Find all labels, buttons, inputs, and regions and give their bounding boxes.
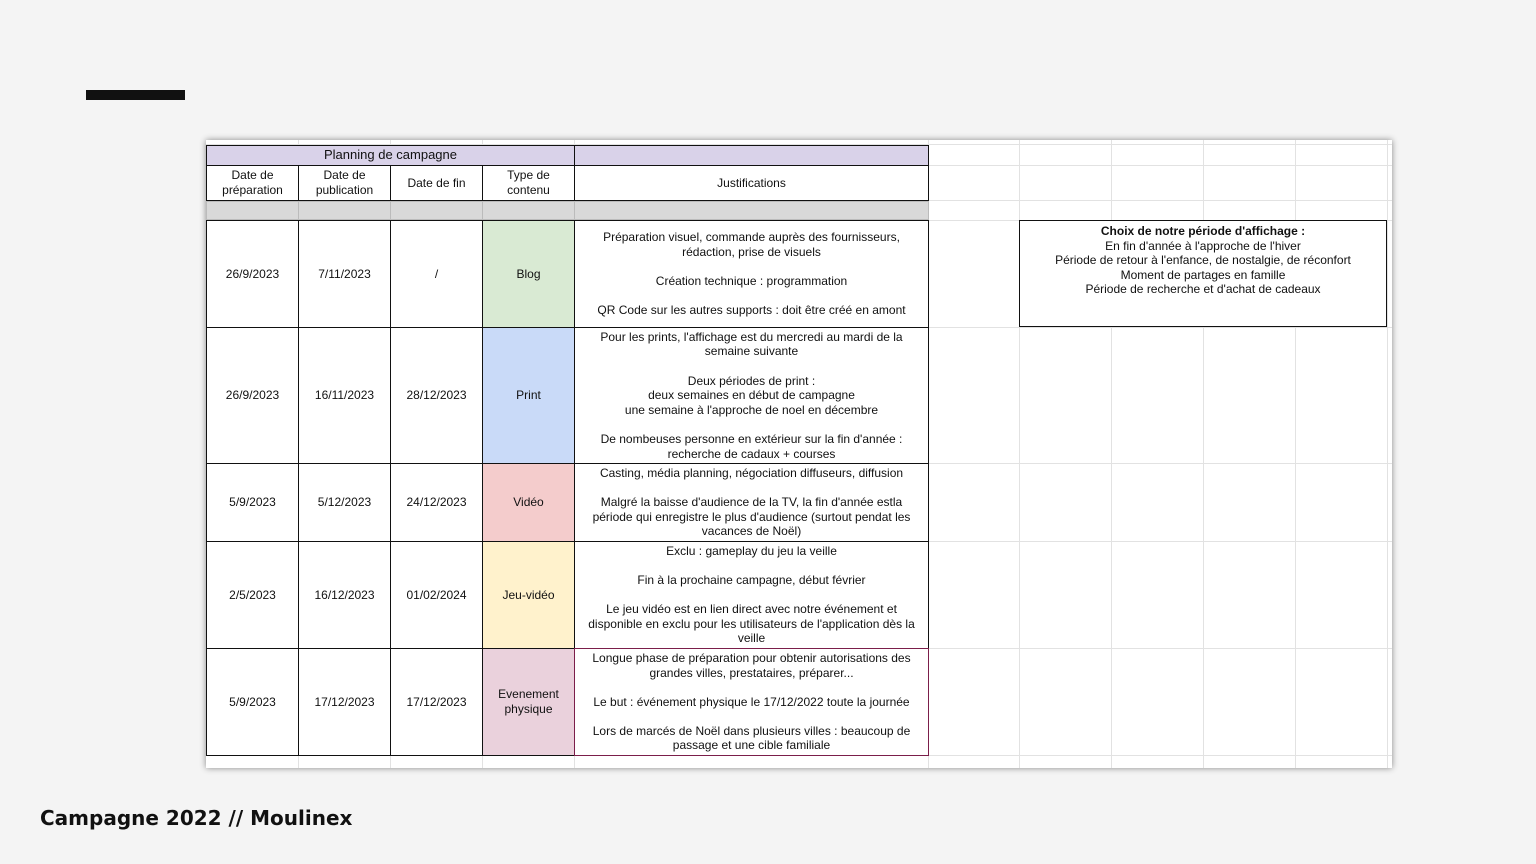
table-cell-type-video: Vidéo xyxy=(482,463,575,542)
footer-title: Campagne 2022 // Moulinex xyxy=(40,806,353,830)
table-cell-justification: Préparation visuel, commande auprès des fournisseurs, rédaction, prise de visuels Création technique : programmation QR Code sur les autres supports : doit être créé en amont xyxy=(574,220,929,328)
header-date-publication: Date de publication xyxy=(298,165,391,201)
table-cell-type-print: Print xyxy=(482,327,575,464)
table-cell-date-preparation: 26/9/2023 xyxy=(206,220,299,328)
table-cell-type-blog: Blog xyxy=(482,220,575,328)
table-cell-date-publication: 16/11/2023 xyxy=(298,327,391,464)
table-cell-type-evenement: Evenement physique xyxy=(482,648,575,756)
spacer-cell xyxy=(206,201,299,220)
note-title: Choix de notre période d'affichage : xyxy=(1100,224,1306,238)
spacer-cell xyxy=(390,201,483,220)
table-cell-date-preparation: 26/9/2023 xyxy=(206,327,299,464)
table-cell-date-preparation: 5/9/2023 xyxy=(206,648,299,756)
note-line: Moment de partages en famille xyxy=(1120,267,1286,282)
header-date-fin: Date de fin xyxy=(390,165,483,201)
header-type-contenu: Type de contenu xyxy=(482,165,575,201)
spreadsheet-screenshot xyxy=(206,140,1392,768)
table-title: Planning de campagne xyxy=(206,145,575,166)
table-cell-date-fin: 28/12/2023 xyxy=(390,327,483,464)
note-line: Période de recherche et d'achat de cadeaux xyxy=(1085,282,1321,297)
table-title-extension xyxy=(574,145,929,166)
note-line: En fin d'année à l'approche de l'hiver xyxy=(1105,238,1301,253)
table-cell-date-publication: 17/12/2023 xyxy=(298,648,391,756)
table-cell-justification: Exclu : gameplay du jeu la veille Fin à la prochaine campagne, début février Le jeu vidéo est en lien direct avec notre événement et disponible en exclu pour les utilisateurs de l'application dès la veille xyxy=(574,541,929,649)
table-cell-date-publication: 7/11/2023 xyxy=(298,220,391,328)
note-line: Période de retour à l'enfance, de nostalgie, de réconfort xyxy=(1055,253,1351,268)
table-cell-date-fin: 01/02/2024 xyxy=(390,541,483,649)
spacer-cell xyxy=(482,201,575,220)
table-cell-date-fin: / xyxy=(390,220,483,328)
table-cell-date-publication: 16/12/2023 xyxy=(298,541,391,649)
header-date-preparation: Date de préparation xyxy=(206,165,299,201)
spacer-cell xyxy=(298,201,391,220)
table-cell-date-fin: 17/12/2023 xyxy=(390,648,483,756)
table-cell-date-preparation: 2/5/2023 xyxy=(206,541,299,649)
table-cell-justification: Pour les prints, l'affichage est du mercredi au mardi de la semaine suivante Deux périodes de print : deux semaines en début de campagne une semaine à l'approche de noel en décembre De nombeuses personne en extérieur sur la fin d'année : recherche de cadaux + courses xyxy=(574,327,929,464)
table-cell-date-fin: 24/12/2023 xyxy=(390,463,483,542)
spacer-cell xyxy=(574,201,929,220)
accent-bar xyxy=(86,90,185,100)
table-cell-type-jeu-video: Jeu-vidéo xyxy=(482,541,575,649)
table-cell-date-publication: 5/12/2023 xyxy=(298,463,391,542)
display-period-note xyxy=(1019,220,1387,327)
table-cell-justification: Longue phase de préparation pour obtenir autorisations des grandes villes, prestataires, préparer... Le but : événement physique le 17/12/2022 toute la journée Lors de marcés de Noël dans plusieurs villes : beaucoup de passage et une cible familiale xyxy=(574,648,929,756)
header-justifications: Justifications xyxy=(574,165,929,201)
table-cell-justification: Casting, média planning, négociation diffuseurs, diffusion Malgré la baisse d'audience de la TV, la fin d'année estla période qui enregistre le plus d'audience (surtout pendat les vacances de Noël) xyxy=(574,463,929,542)
table-cell-date-preparation: 5/9/2023 xyxy=(206,463,299,542)
